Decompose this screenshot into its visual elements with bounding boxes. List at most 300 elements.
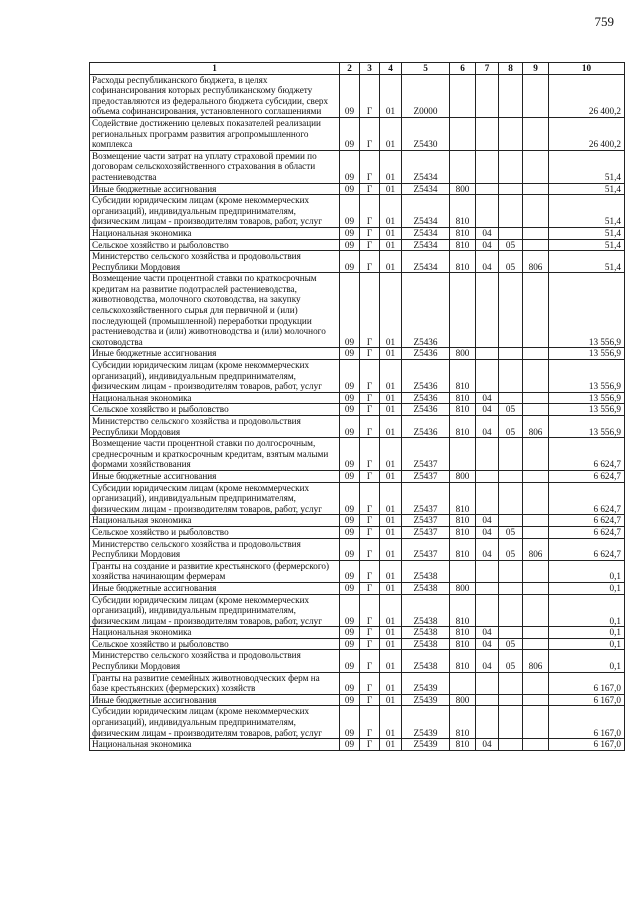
subprogram-cell: 01 — [380, 594, 402, 627]
table-row — [90, 392, 625, 404]
expense-type-cell — [450, 672, 476, 694]
ministry-cell — [523, 360, 549, 393]
podrazdel-cell: 05 — [499, 650, 523, 672]
razdel-cell — [476, 470, 499, 482]
subprogram-cell: 01 — [380, 627, 402, 639]
table-row — [90, 117, 625, 150]
razdel-cell — [476, 348, 499, 360]
target-article-cell: Z5437 — [402, 482, 450, 515]
table-row — [90, 538, 625, 560]
amount-cell: 13 556,9 — [549, 348, 625, 360]
program-cell: Г — [360, 672, 380, 694]
subprogram-cell: 01 — [380, 404, 402, 416]
razdel-cell — [476, 594, 499, 627]
podrazdel-cell — [499, 360, 523, 393]
amount-cell: 51,4 — [549, 251, 625, 273]
expense-type-cell: 800 — [450, 183, 476, 195]
razdel-cell: 04 — [476, 627, 499, 639]
target-article-cell: Z5434 — [402, 150, 450, 183]
subprogram-cell: 01 — [380, 515, 402, 527]
target-article-cell: Z5439 — [402, 672, 450, 694]
expense-type-cell: 810 — [450, 706, 476, 739]
razdel-cell — [476, 183, 499, 195]
expense-type-cell — [450, 74, 476, 117]
razdel-cell: 04 — [476, 239, 499, 251]
subprogram-cell: 01 — [380, 150, 402, 183]
podrazdel-cell: 05 — [499, 251, 523, 273]
target-article-cell: Z5430 — [402, 117, 450, 150]
section-cell: 09 — [340, 470, 360, 482]
expense-type-cell: 810 — [450, 538, 476, 560]
target-article-cell: Z5438 — [402, 638, 450, 650]
description-cell: Субсидии юридическим лицам (кроме некоммерческих организаций), индивидуальным предпринимателям, физическим лицам - производителям товаров, работ, услуг — [90, 482, 340, 515]
expense-type-cell: 810 — [450, 739, 476, 751]
target-article-cell: Z5439 — [402, 739, 450, 751]
expense-type-cell — [450, 560, 476, 582]
podrazdel-cell — [499, 739, 523, 751]
expense-type-cell — [450, 150, 476, 183]
section-cell: 09 — [340, 239, 360, 251]
section-cell: 09 — [340, 627, 360, 639]
target-article-cell: Z5436 — [402, 273, 450, 348]
podrazdel-cell — [499, 273, 523, 348]
program-cell: Г — [360, 227, 380, 239]
program-cell: Г — [360, 638, 380, 650]
target-article-cell: Z5438 — [402, 627, 450, 639]
subprogram-cell: 01 — [380, 195, 402, 228]
target-article-cell: Z5437 — [402, 538, 450, 560]
razdel-cell — [476, 560, 499, 582]
amount-cell: 51,4 — [549, 227, 625, 239]
ministry-cell — [523, 706, 549, 739]
table-row — [90, 560, 625, 582]
podrazdel-cell — [499, 150, 523, 183]
section-cell: 09 — [340, 482, 360, 515]
description-cell: Содействие достижению целевых показателей реализации региональных программ развития агропромышленного комплекса — [90, 117, 340, 150]
target-article-cell: Z5438 — [402, 594, 450, 627]
ministry-cell — [523, 239, 549, 251]
subprogram-cell: 01 — [380, 348, 402, 360]
podrazdel-cell — [499, 438, 523, 471]
ministry-cell — [523, 273, 549, 348]
target-article-cell: Z5437 — [402, 438, 450, 471]
expense-type-cell: 810 — [450, 404, 476, 416]
podrazdel-cell — [499, 515, 523, 527]
page-number: 759 — [594, 14, 614, 29]
section-cell: 09 — [340, 560, 360, 582]
target-article-cell: Z5438 — [402, 582, 450, 594]
amount-cell: 0,1 — [549, 638, 625, 650]
table-row — [90, 438, 625, 471]
amount-cell: 51,4 — [549, 150, 625, 183]
section-cell: 09 — [340, 183, 360, 195]
description-cell: Субсидии юридическим лицам (кроме некоммерческих организаций), индивидуальным предпринимателям, физическим лицам - производителям товаров, работ, услуг — [90, 195, 340, 228]
ministry-cell — [523, 526, 549, 538]
podrazdel-cell: 05 — [499, 526, 523, 538]
ministry-cell — [523, 694, 549, 706]
razdel-cell — [476, 694, 499, 706]
subprogram-cell: 01 — [380, 650, 402, 672]
program-cell: Г — [360, 117, 380, 150]
program-cell: Г — [360, 150, 380, 183]
program-cell: Г — [360, 195, 380, 228]
description-cell: Иные бюджетные ассигнования — [90, 348, 340, 360]
podrazdel-cell — [499, 392, 523, 404]
program-cell: Г — [360, 348, 380, 360]
amount-cell: 6 624,7 — [549, 526, 625, 538]
razdel-cell — [476, 150, 499, 183]
description-cell: Возмещение части процентной ставки по краткосрочным кредитам на развитие подотраслей растениеводства, животноводства, молочного скотоводства, на закупку сельскохозяйственного сырья для первичной и (или) последующей (промышленной) переработки продукции растениеводства и (или) животноводства и (или) молочного скотоводства — [90, 273, 340, 348]
program-cell: Г — [360, 594, 380, 627]
ministry-cell — [523, 183, 549, 195]
table-row — [90, 348, 625, 360]
subprogram-cell: 01 — [380, 416, 402, 438]
section-cell: 09 — [340, 404, 360, 416]
description-cell: Сельское хозяйство и рыболовство — [90, 526, 340, 538]
podrazdel-cell — [499, 74, 523, 117]
section-cell: 09 — [340, 360, 360, 393]
amount-cell: 6 167,0 — [549, 706, 625, 739]
expense-type-cell — [450, 438, 476, 471]
description-cell: Министерство сельского хозяйства и продовольствия Республики Мордовия — [90, 650, 340, 672]
ministry-cell: 806 — [523, 416, 549, 438]
ministry-cell — [523, 582, 549, 594]
podrazdel-cell — [499, 117, 523, 150]
amount-cell: 0,1 — [549, 650, 625, 672]
razdel-cell — [476, 195, 499, 228]
podrazdel-cell — [499, 183, 523, 195]
section-cell: 09 — [340, 227, 360, 239]
ministry-cell — [523, 470, 549, 482]
table-row — [90, 526, 625, 538]
program-cell: Г — [360, 482, 380, 515]
amount-cell: 13 556,9 — [549, 404, 625, 416]
section-cell: 09 — [340, 672, 360, 694]
table-row — [90, 694, 625, 706]
razdel-cell — [476, 706, 499, 739]
razdel-cell: 04 — [476, 650, 499, 672]
program-cell: Г — [360, 438, 380, 471]
target-article-cell: Z5438 — [402, 560, 450, 582]
description-cell: Субсидии юридическим лицам (кроме некоммерческих организаций), индивидуальным предпринимателям, физическим лицам - производителям товаров, работ, услуг — [90, 706, 340, 739]
expense-type-cell: 810 — [450, 515, 476, 527]
ministry-cell — [523, 515, 549, 527]
target-article-cell: Z5439 — [402, 706, 450, 739]
table-row — [90, 650, 625, 672]
description-cell: Иные бюджетные ассигнования — [90, 470, 340, 482]
program-cell: Г — [360, 183, 380, 195]
expense-type-cell: 810 — [450, 482, 476, 515]
description-cell: Национальная экономика — [90, 515, 340, 527]
section-cell: 09 — [340, 251, 360, 273]
section-cell: 09 — [340, 74, 360, 117]
razdel-cell: 04 — [476, 416, 499, 438]
program-cell: Г — [360, 251, 380, 273]
section-cell: 09 — [340, 416, 360, 438]
subprogram-cell: 01 — [380, 360, 402, 393]
program-cell: Г — [360, 694, 380, 706]
amount-cell: 51,4 — [549, 239, 625, 251]
expense-type-cell: 810 — [450, 195, 476, 228]
description-cell: Иные бюджетные ассигнования — [90, 582, 340, 594]
podrazdel-cell — [499, 594, 523, 627]
table-row — [90, 672, 625, 694]
table-row — [90, 150, 625, 183]
program-cell: Г — [360, 273, 380, 348]
expense-type-cell: 810 — [450, 416, 476, 438]
header-col-3: 3 — [360, 63, 380, 75]
subprogram-cell: 01 — [380, 538, 402, 560]
subprogram-cell: 01 — [380, 482, 402, 515]
header-col-7: 7 — [476, 63, 499, 75]
ministry-cell: 806 — [523, 650, 549, 672]
podrazdel-cell: 05 — [499, 538, 523, 560]
header-col-5: 5 — [402, 63, 450, 75]
section-cell: 09 — [340, 515, 360, 527]
table-row — [90, 470, 625, 482]
description-cell: Гранты на создание и развитие крестьянского (фермерского) хозяйства начинающим фермерам — [90, 560, 340, 582]
expense-type-cell: 800 — [450, 694, 476, 706]
table-row — [90, 582, 625, 594]
ministry-cell — [523, 195, 549, 228]
ministry-cell — [523, 438, 549, 471]
program-cell: Г — [360, 74, 380, 117]
amount-cell: 0,1 — [549, 560, 625, 582]
header-col-10: 10 — [549, 63, 625, 75]
expense-type-cell: 810 — [450, 650, 476, 672]
section-cell: 09 — [340, 650, 360, 672]
program-cell: Г — [360, 582, 380, 594]
section-cell: 09 — [340, 438, 360, 471]
expense-type-cell: 810 — [450, 526, 476, 538]
ministry-cell — [523, 482, 549, 515]
table-header-row — [90, 63, 625, 75]
target-article-cell: Z5437 — [402, 515, 450, 527]
section-cell: 09 — [340, 348, 360, 360]
target-article-cell: Z5434 — [402, 183, 450, 195]
subprogram-cell: 01 — [380, 638, 402, 650]
table-row — [90, 195, 625, 228]
description-cell: Гранты на развитие семейных животноводческих ферм на базе крестьянских (фермерских) хозяйств — [90, 672, 340, 694]
subprogram-cell: 01 — [380, 74, 402, 117]
program-cell: Г — [360, 538, 380, 560]
podrazdel-cell: 05 — [499, 638, 523, 650]
razdel-cell: 04 — [476, 392, 499, 404]
description-cell: Субсидии юридическим лицам (кроме некоммерческих организаций), индивидуальным предпринимателям, физическим лицам - производителям товаров, работ, услуг — [90, 360, 340, 393]
ministry-cell — [523, 117, 549, 150]
description-cell: Сельское хозяйство и рыболовство — [90, 404, 340, 416]
expense-type-cell — [450, 273, 476, 348]
razdel-cell — [476, 360, 499, 393]
razdel-cell: 04 — [476, 739, 499, 751]
ministry-cell — [523, 672, 549, 694]
ministry-cell — [523, 404, 549, 416]
header-col-9: 9 — [523, 63, 549, 75]
section-cell: 09 — [340, 526, 360, 538]
razdel-cell: 04 — [476, 251, 499, 273]
subprogram-cell: 01 — [380, 251, 402, 273]
amount-cell: 51,4 — [549, 195, 625, 228]
expense-type-cell: 800 — [450, 582, 476, 594]
description-cell: Министерство сельского хозяйства и продовольствия Республики Мордовия — [90, 416, 340, 438]
podrazdel-cell: 05 — [499, 404, 523, 416]
description-cell: Министерство сельского хозяйства и продовольствия Республики Мордовия — [90, 251, 340, 273]
header-col-8: 8 — [499, 63, 523, 75]
razdel-cell — [476, 672, 499, 694]
razdel-cell: 04 — [476, 227, 499, 239]
ministry-cell — [523, 348, 549, 360]
section-cell: 09 — [340, 706, 360, 739]
subprogram-cell: 01 — [380, 526, 402, 538]
amount-cell: 26 400,2 — [549, 74, 625, 117]
podrazdel-cell — [499, 482, 523, 515]
amount-cell: 26 400,2 — [549, 117, 625, 150]
table-row — [90, 404, 625, 416]
ministry-cell — [523, 594, 549, 627]
target-article-cell: Z5438 — [402, 650, 450, 672]
expense-type-cell: 810 — [450, 227, 476, 239]
ministry-cell — [523, 150, 549, 183]
subprogram-cell: 01 — [380, 273, 402, 348]
razdel-cell: 04 — [476, 638, 499, 650]
razdel-cell: 04 — [476, 515, 499, 527]
amount-cell: 6 624,7 — [549, 438, 625, 471]
amount-cell: 6 167,0 — [549, 739, 625, 751]
table-row — [90, 594, 625, 627]
expense-type-cell: 810 — [450, 239, 476, 251]
subprogram-cell: 01 — [380, 227, 402, 239]
subprogram-cell: 01 — [380, 739, 402, 751]
ministry-cell — [523, 560, 549, 582]
header-col-6: 6 — [450, 63, 476, 75]
podrazdel-cell: 05 — [499, 416, 523, 438]
razdel-cell: 04 — [476, 404, 499, 416]
program-cell: Г — [360, 526, 380, 538]
subprogram-cell: 01 — [380, 392, 402, 404]
subprogram-cell: 01 — [380, 694, 402, 706]
target-article-cell: Z5437 — [402, 526, 450, 538]
podrazdel-cell — [499, 582, 523, 594]
podrazdel-cell — [499, 227, 523, 239]
table-row — [90, 515, 625, 527]
subprogram-cell: 01 — [380, 672, 402, 694]
section-cell: 09 — [340, 538, 360, 560]
section-cell: 09 — [340, 195, 360, 228]
podrazdel-cell — [499, 348, 523, 360]
description-cell: Сельское хозяйство и рыболовство — [90, 239, 340, 251]
table-row — [90, 706, 625, 739]
subprogram-cell: 01 — [380, 560, 402, 582]
program-cell: Г — [360, 515, 380, 527]
program-cell: Г — [360, 470, 380, 482]
description-cell: Национальная экономика — [90, 227, 340, 239]
section-cell: 09 — [340, 638, 360, 650]
podrazdel-cell — [499, 706, 523, 739]
table-row — [90, 74, 625, 117]
description-cell: Национальная экономика — [90, 739, 340, 751]
table-row — [90, 627, 625, 639]
podrazdel-cell — [499, 470, 523, 482]
amount-cell: 13 556,9 — [549, 416, 625, 438]
amount-cell: 0,1 — [549, 582, 625, 594]
description-cell: Национальная экономика — [90, 392, 340, 404]
section-cell: 09 — [340, 694, 360, 706]
ministry-cell — [523, 227, 549, 239]
program-cell: Г — [360, 416, 380, 438]
podrazdel-cell — [499, 627, 523, 639]
subprogram-cell: 01 — [380, 239, 402, 251]
ministry-cell — [523, 74, 549, 117]
target-article-cell: Z5436 — [402, 360, 450, 393]
section-cell: 09 — [340, 739, 360, 751]
razdel-cell — [476, 582, 499, 594]
section-cell: 09 — [340, 273, 360, 348]
table-row — [90, 227, 625, 239]
razdel-cell: 04 — [476, 526, 499, 538]
section-cell: 09 — [340, 594, 360, 627]
program-cell: Г — [360, 360, 380, 393]
razdel-cell — [476, 438, 499, 471]
target-article-cell: Z5436 — [402, 416, 450, 438]
table-row — [90, 273, 625, 348]
description-cell: Иные бюджетные ассигнования — [90, 694, 340, 706]
amount-cell: 0,1 — [549, 594, 625, 627]
razdel-cell — [476, 273, 499, 348]
target-article-cell: Z5436 — [402, 348, 450, 360]
table-row — [90, 638, 625, 650]
expense-type-cell: 810 — [450, 360, 476, 393]
description-cell: Национальная экономика — [90, 627, 340, 639]
program-cell: Г — [360, 239, 380, 251]
expense-type-cell: 800 — [450, 470, 476, 482]
section-cell: 09 — [340, 392, 360, 404]
description-cell: Сельское хозяйство и рыболовство — [90, 638, 340, 650]
description-cell: Иные бюджетные ассигнования — [90, 183, 340, 195]
podrazdel-cell: 05 — [499, 239, 523, 251]
section-cell: 09 — [340, 117, 360, 150]
table-row — [90, 360, 625, 393]
target-article-cell: Z5439 — [402, 694, 450, 706]
table-row — [90, 739, 625, 751]
target-article-cell: Z5434 — [402, 195, 450, 228]
amount-cell: 6 624,7 — [549, 538, 625, 560]
razdel-cell: 04 — [476, 538, 499, 560]
description-cell: Возмещение части затрат на уплату страховой премии по договорам сельскохозяйственного страхования в области растениеводства — [90, 150, 340, 183]
table-row — [90, 482, 625, 515]
expense-type-cell: 810 — [450, 627, 476, 639]
amount-cell: 0,1 — [549, 627, 625, 639]
expense-type-cell: 800 — [450, 348, 476, 360]
target-article-cell: Z5434 — [402, 227, 450, 239]
program-cell: Г — [360, 739, 380, 751]
ministry-cell — [523, 392, 549, 404]
subprogram-cell: 01 — [380, 582, 402, 594]
ministry-cell: 806 — [523, 538, 549, 560]
subprogram-cell: 01 — [380, 438, 402, 471]
ministry-cell — [523, 739, 549, 751]
section-cell: 09 — [340, 582, 360, 594]
ministry-cell — [523, 627, 549, 639]
amount-cell: 51,4 — [549, 183, 625, 195]
ministry-cell: 806 — [523, 251, 549, 273]
table-row — [90, 251, 625, 273]
target-article-cell: Z5437 — [402, 470, 450, 482]
table-row — [90, 239, 625, 251]
description-cell: Министерство сельского хозяйства и продовольствия Республики Мордовия — [90, 538, 340, 560]
podrazdel-cell — [499, 694, 523, 706]
razdel-cell — [476, 482, 499, 515]
table-row — [90, 183, 625, 195]
